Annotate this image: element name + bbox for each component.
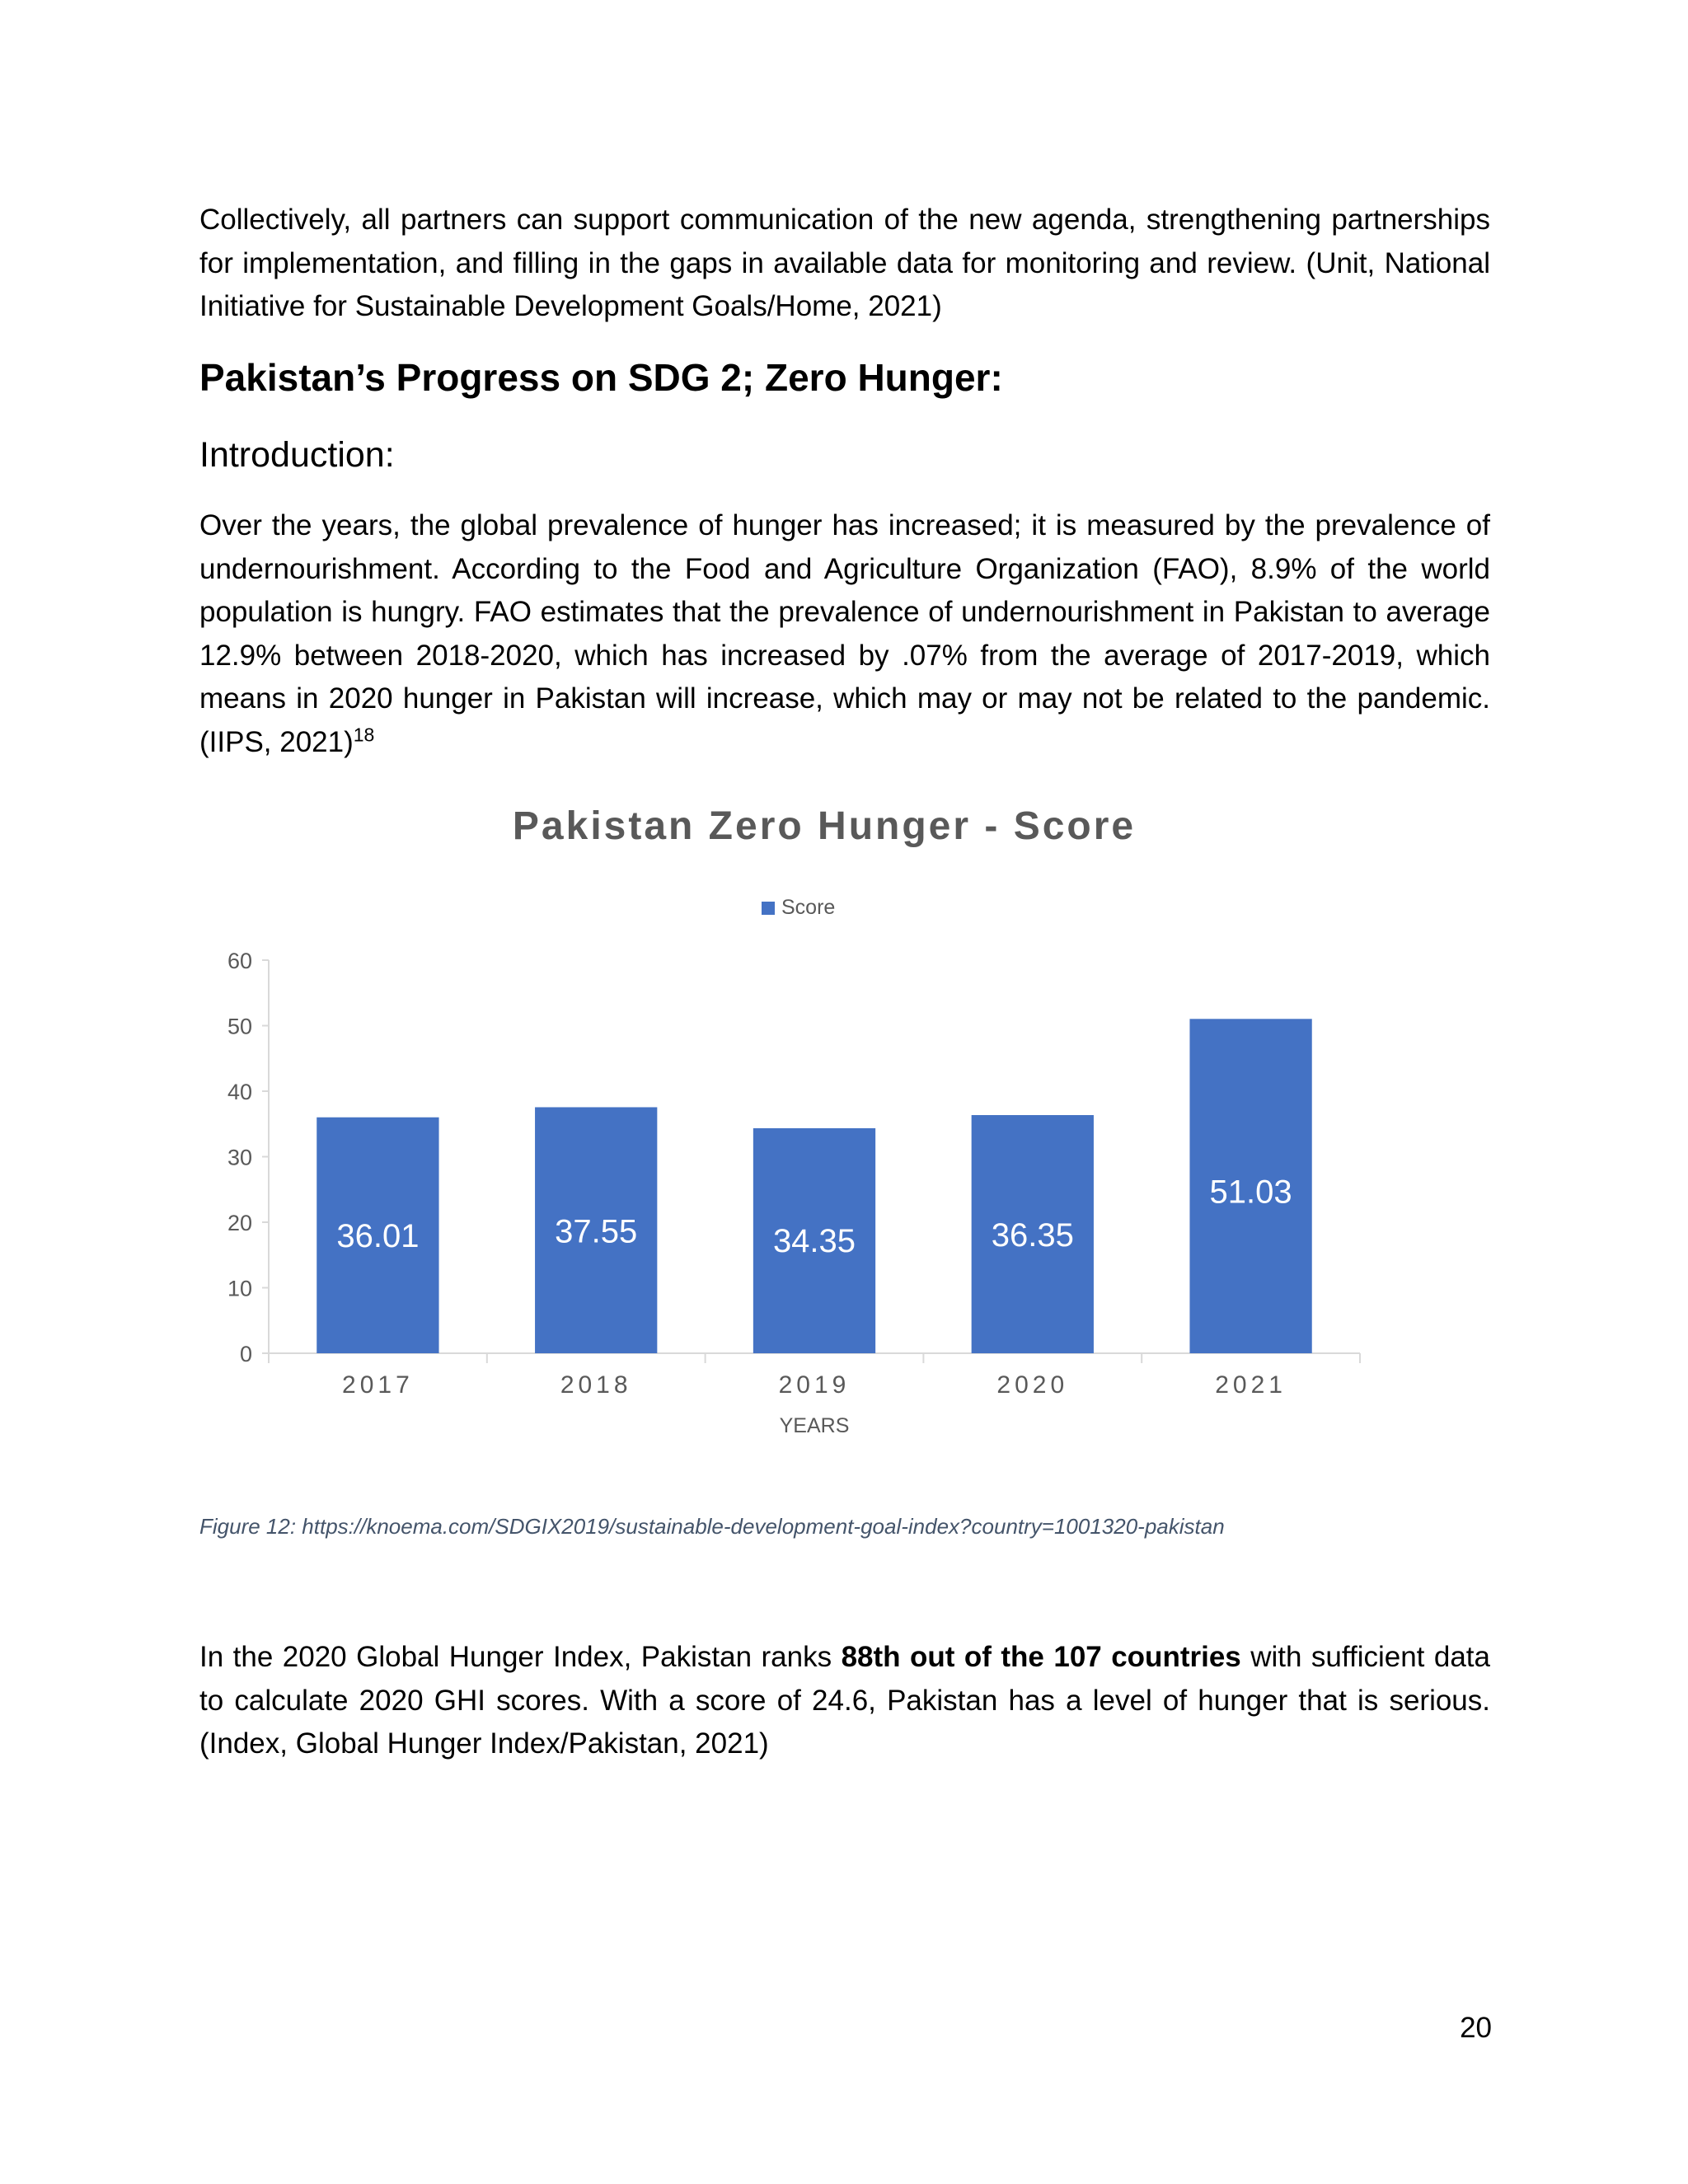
- legend-swatch: [762, 902, 775, 915]
- y-tick-label: 10: [227, 1276, 252, 1301]
- x-axis-title: YEARS: [779, 1414, 850, 1437]
- subsection-heading: Introduction:: [199, 435, 395, 475]
- x-tick-label: 2017: [342, 1371, 414, 1399]
- x-tick-label: 2019: [778, 1371, 851, 1399]
- y-tick-label: 50: [227, 1014, 252, 1039]
- footnote-marker: 18: [353, 723, 375, 745]
- y-tick-label: 0: [239, 1342, 252, 1366]
- ghi-paragraph: [199, 1636, 1490, 1766]
- bar-chart: [198, 799, 1401, 1459]
- y-tick-label: 40: [227, 1080, 252, 1104]
- legend-label: Score: [781, 896, 836, 919]
- x-tick-label: 2021: [1215, 1371, 1287, 1399]
- ghi-text-end: with sufficient data to calculate 2020 GHI scores. With a score of 24.6, Pakistan has a level of hunger that is serious. (Index, Global Hunger Index/Pakistan, 2021): [199, 1641, 1490, 1760]
- introduction-text: Over the years, the global prevalence of hunger has increased; it is measured by the prevalence of undernourishment. According to the Food and Agriculture Organization (FAO), 8.9% of the world population is hungry. FAO estimates that the prevalence of undernourishment in Pakistan to average 12.9% between 2018-2020, which has increased by .07% from the average of 2017-2019, which means in 2020 hunger in Pakistan will increase, which may or may not be related to the pandemic. (IIPS, 2021): [199, 509, 1490, 758]
- x-tick-label: 2020: [996, 1371, 1069, 1399]
- chart-title: Pakistan Zero Hunger - Score: [512, 804, 1137, 848]
- page-number: 20: [1460, 2012, 1492, 2044]
- data-label: 34.35: [772, 1223, 856, 1260]
- y-tick-label: 30: [227, 1145, 252, 1170]
- ghi-rank-highlight: 88th out of the 107 countries: [841, 1641, 1241, 1673]
- introduction-paragraph: [199, 504, 1490, 764]
- x-tick-label: 2018: [560, 1371, 632, 1399]
- data-label: 51.03: [1209, 1174, 1292, 1211]
- intro-paragraph: Collectively, all partners can support communication of the new agenda, strengthening partnerships for implementation, and filling in the gaps in available data for monitoring and review. (Unit, National Initiative for Sustainable Development Goals/Home, 2021): [199, 204, 1490, 322]
- data-label: 36.35: [991, 1216, 1074, 1254]
- ghi-text-start: In the 2020 Global Hunger Index, Pakistan ranks: [199, 1641, 842, 1673]
- data-label: 37.55: [555, 1213, 638, 1250]
- y-tick-label: 20: [227, 1211, 252, 1235]
- section-heading: Pakistan’s Progress on SDG 2; Zero Hunger:: [199, 356, 1003, 399]
- chart-svg: [198, 799, 1401, 1459]
- figure-caption: Figure 12: https://knoema.com/SDGIX2019/sustainable-development-goal-index?country=1001320-pakistan: [199, 1514, 1225, 1539]
- y-tick-label: 60: [227, 949, 252, 973]
- data-label: 36.01: [336, 1218, 420, 1255]
